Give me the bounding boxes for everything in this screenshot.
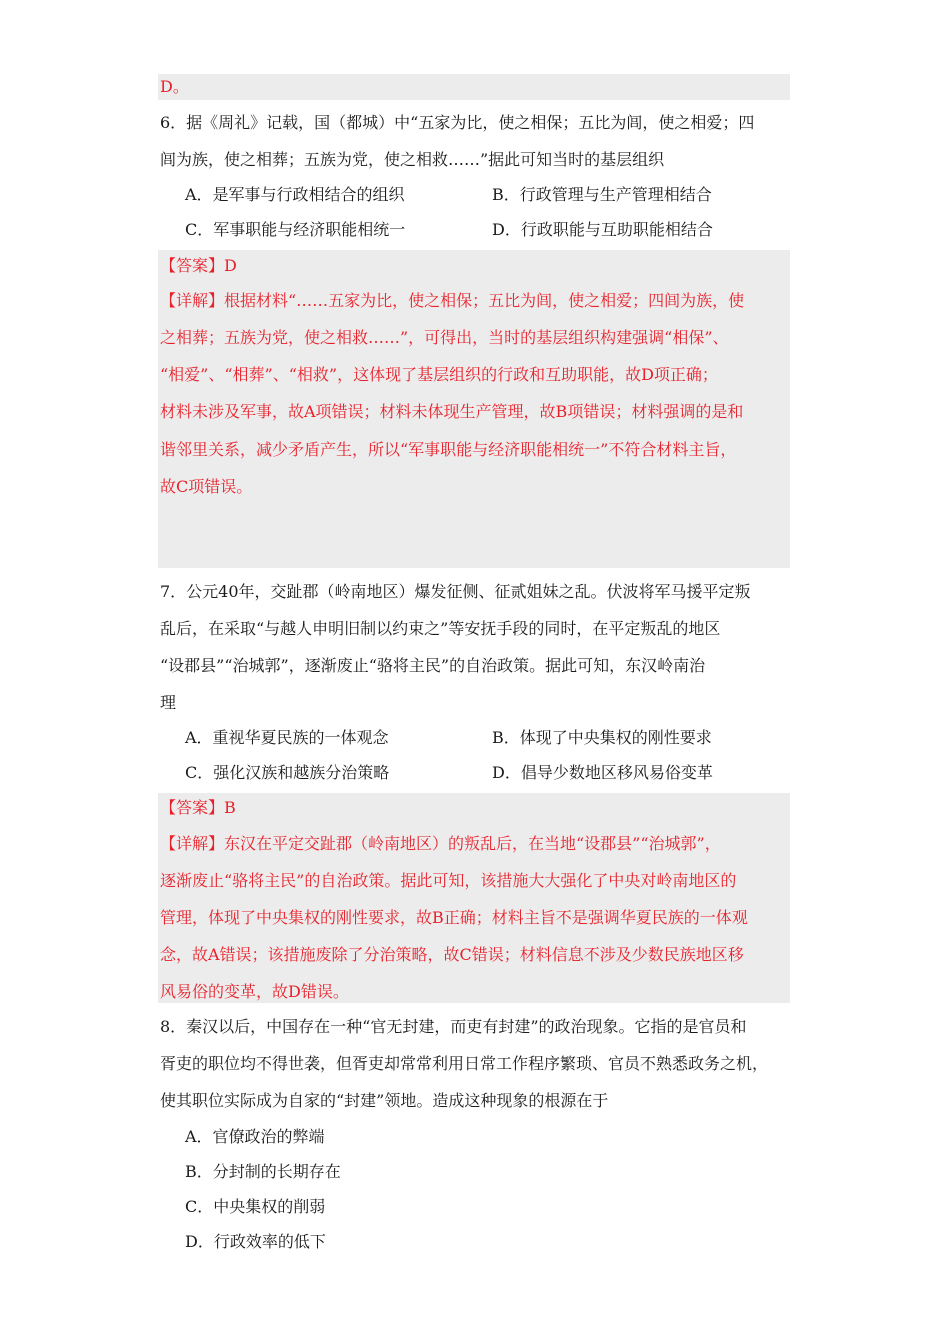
q6-detail-line-1: 【详解】根据材料“……五家为比，使之相保；五比为闾，使之相爱；四闾为族，使 — [160, 291, 745, 310]
q7-option-b: B．体现了中央集权的刚性要求 — [492, 728, 712, 747]
q7-stem-line-1: 7．公元40年，交趾郡（岭南地区）爆发征侧、征贰姐妹之乱。伏波将军马援平定叛 — [160, 582, 751, 601]
q6-option-a: A．是军事与行政相结合的组织 — [185, 185, 405, 204]
prev-answer-shade — [158, 74, 790, 100]
q6-option-d: D．行政职能与互助职能相结合 — [492, 220, 713, 239]
q7-detail-line-4: 念，故A错误；该措施废除了分治策略，故C错误；材料信息不涉及少数民族地区移 — [160, 945, 744, 964]
q7-detail-line-2: 逐渐废止“骆将主民”的自治政策。据此可知，该措施大大强化了中央对岭南地区的 — [160, 871, 737, 890]
q6-option-b: B．行政管理与生产管理相结合 — [492, 185, 712, 204]
q6-detail-line-5: 谐邻里关系，减少矛盾产生，所以“军事职能与经济职能相统一”不符合材料主旨， — [160, 440, 737, 459]
q6-detail-line-4: 材料未涉及军事，故A项错误；材料未体现生产管理，故B项错误；材料强调的是和 — [160, 402, 744, 421]
q7-answer: 【答案】B — [160, 798, 236, 817]
q7-detail-line-5: 风易俗的变革，故D错误。 — [160, 982, 349, 1001]
q7-option-d: D．倡导少数地区移风易俗变革 — [492, 763, 713, 782]
q8-option-b: B．分封制的长期存在 — [185, 1162, 341, 1181]
q8-option-a: A．官僚政治的弊端 — [185, 1127, 325, 1146]
q7-detail-line-3: 管理，体现了中央集权的刚性要求，故B正确；材料主旨不是强调华夏民族的一体观 — [160, 908, 748, 927]
q7-stem-line-4: 理 — [160, 693, 177, 712]
q6-option-c: C．军事职能与经济职能相统一 — [185, 220, 406, 239]
q8-stem-line-3: 使其职位实际成为自家的“封建”领地。造成这种现象的根源在于 — [160, 1091, 609, 1110]
q6-stem-line-2: 闾为族，使之相葬；五族为党，使之相救……”据此可知当时的基层组织 — [160, 150, 665, 169]
q7-option-c: C．强化汉族和越族分治策略 — [185, 763, 390, 782]
q6-stem-line-1: 6．据《周礼》记载，国（都城）中“五家为比，使之相保；五比为闾，使之相爱；四 — [160, 113, 755, 132]
q8-stem-line-1: 8．秦汉以后，中国存在一种“官无封建，而吏有封建”的政治现象。它指的是官员和 — [160, 1017, 747, 1036]
q8-option-d: D．行政效率的低下 — [185, 1232, 326, 1251]
q7-stem-line-2: 乱后，在采取“与越人申明旧制以约束之”等安抚手段的同时，在平定叛乱的地区 — [160, 619, 721, 638]
q7-option-a: A．重视华夏民族的一体观念 — [185, 728, 389, 747]
q7-answer-shade — [158, 793, 790, 1003]
q6-detail-line-3: “相爱”、“相葬”、“相救”，这体现了基层组织的行政和互助职能，故D项正确； — [160, 365, 718, 384]
prev-answer-tail: D。 — [160, 77, 189, 96]
q6-detail-line-2: 之相葬；五族为党，使之相救……”，可得出，当时的基层组织构建强调“相保”、 — [160, 328, 729, 347]
q6-answer: 【答案】D — [160, 256, 237, 275]
q6-detail-line-6: 故C项错误。 — [160, 477, 253, 496]
q7-stem-line-3: “设郡县”“治城郭”，逐渐废止“骆将主民”的自治政策。据此可知，东汉岭南治 — [160, 656, 706, 675]
q7-detail-line-1: 【详解】东汉在平定交趾郡（岭南地区）的叛乱后，在当地“设郡县”“治城郭”， — [160, 834, 721, 853]
q8-stem-line-2: 胥吏的职位均不得世袭，但胥吏却常常利用日常工作程序繁琐、官员不熟悉政务之机， — [160, 1054, 769, 1073]
q8-option-c: C．中央集权的削弱 — [185, 1197, 326, 1216]
